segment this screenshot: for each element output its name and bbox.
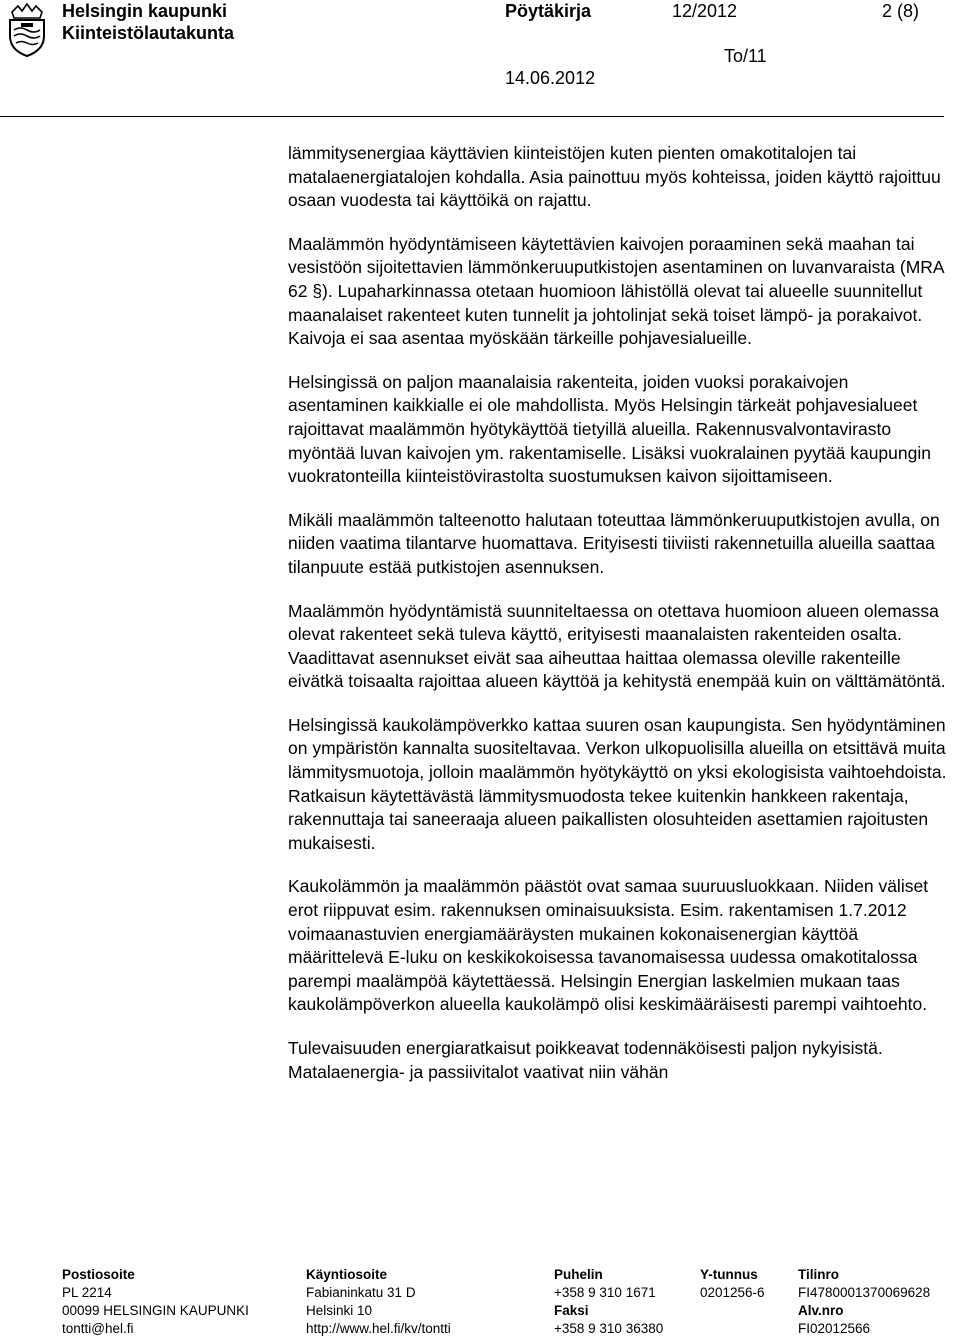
paragraph: Helsingissä on paljon maanalaisia rakenteita, joiden vuoksi porakaivojen asentaminen kaikkialle ei ole mahdollista. Myös Helsingin tärkeät pohjavesialueet rajoittavat maalämmön hyötykäyttöä tietyillä alueilla. Rakennusvalvontavirasto myöntää luvan kaivojen ym. rakentamiselle. Lisäksi vuokralainen pyytää kaupungin vuokratonteilla kiinteistövirastolta suostumuksen kaivon sijoittamiseen.: [288, 371, 931, 487]
document-type: Pöytäkirja: [505, 1, 592, 21]
committee-name: Kiinteistölautakunta: [62, 23, 235, 43]
paragraph: Helsingissä kaukolämpöverkko kattaa suuren osan kaupungista. Sen hyödyntäminen on ympäristön kannalta suositeltavaa. Verkon ulkopuolisilla alueilla on etsittävä muita lämmitysmuotoja, jolloin maalämmön hyötykäyttö on yksi ekologisista vaihtoehdoista. Ratkaisun käytettävästä lämmitysmuodosta tekee kuitenkin hankkeen rakentaja, rakennuttaja tai saneeraaja alueen paikallisten olosuhteiden asettamien rajoitusten mukaisesti.: [288, 714, 947, 853]
footer-value: +358 9 310 1671: [554, 1285, 656, 1300]
footer-value: FI02012566: [798, 1321, 871, 1336]
footer-label: Puhelin: [554, 1267, 603, 1282]
paragraph: Maalämmön hyödyntämiseen käytettävien kaivojen poraaminen sekä maahan tai vesistöön sijoitettavien lämmönkeruuputkistojen asentaminen on luvanvaraista (MRA 62 §). Lupaharkinnassa otetaan huomioon lähistöllä olevat tai alueelle suunnitellut maanalaiset rakenteet kuten tunnelit ja johtolinjat sekä toiset lämpö- ja porakaivot. Kaivoja ei saa asentaa myöskään tärkeille pohjavesialueille.: [288, 233, 944, 349]
meeting-date: 14.06.2012: [505, 68, 596, 88]
footer-label: Postiosoite: [62, 1267, 135, 1282]
paragraph: Tulevaisuuden energiaratkaisut poikkeavat todennäköisesti paljon nykyisistä. Matalaenergia- ja passiivitalot vaativat niin vähän: [288, 1038, 883, 1082]
footer-value: Fabianinkatu 31 D: [306, 1285, 416, 1300]
footer-website: http://www.hel.fi/kv/tontti: [306, 1321, 451, 1336]
footer-value: Helsinki 10: [306, 1303, 373, 1318]
footer-label: Käyntiosoite: [306, 1267, 388, 1282]
helsinki-crest-icon: [4, 2, 50, 58]
header-divider: [0, 116, 944, 117]
footer-phone: [554, 1266, 663, 1338]
footer-value: 00099 HELSINGIN KAUPUNKI: [62, 1303, 249, 1318]
footer-value: FI4780001370069628: [798, 1285, 931, 1300]
document-number: 12/2012: [672, 1, 738, 21]
paragraph: lämmitysenergiaa käyttävien kiinteistöjen kuten pienten omakotitalojen tai matalaenergiatalojen kohdalla. Asia painottuu myös kohteissa, joiden käyttö rajoittuu osaan vuodesta tai käyttöikä on rajattu.: [288, 143, 941, 211]
section-reference: To/11: [724, 46, 767, 66]
footer-postal-address: [62, 1266, 249, 1338]
footer-label: Tilinro: [798, 1267, 840, 1282]
footer-visiting-address: [306, 1266, 451, 1338]
footer-label: Alv.nro: [798, 1303, 844, 1318]
footer-business-id: [700, 1266, 765, 1302]
footer-value: 0201256-6: [700, 1285, 765, 1300]
paragraph: Mikäli maalämmön talteenotto halutaan toteuttaa lämmönkeruuputkistojen avulla, on niiden vaatima tilantarve huomattava. Erityisesti tiiviisti rakennetuilla alueilla saattaa tilanpuute estää putkistojen asennuksen.: [288, 509, 940, 577]
footer-label: Faksi: [554, 1303, 589, 1318]
organization-name: Helsingin kaupunki: [62, 1, 228, 21]
footer-value: PL 2214: [62, 1285, 112, 1300]
footer-account: [798, 1266, 930, 1338]
paragraph: Maalämmön hyödyntämistä suunniteltaessa on otettava huomioon alueen olemassa olevat rakenteet sekä tuleva käyttö, erityisesti maanalaisten rakenteiden osalta. Vaadittavat asennukset eivät saa aiheuttaa haittaa olemassa oleville rakenteille eivätkä toisaalta rajoittaa alueen käyttöä ja kehitystä enempää kuin on välttämätöntä.: [288, 600, 946, 692]
document-body: [288, 142, 948, 1104]
paragraph: Kaukolämmön ja maalämmön päästöt ovat samaa suuruusluokkaan. Niiden väliset erot riippuvat esim. rakennuksen ominaisuuksista. Esim. rakentamisen 1.7.2012 voimaanastuvien energiamääräysten mukainen kokonaisenergian käyttöä määrittelevä E-luku on keskikokoisessa tavanomaisessa uudessa omakotitalossa parempi maalämpöä käytettäessä. Helsingin Energian laskelmien mukaan taas kaukolämpöverkon alueella kaukolämpö olisi keskimääräisesti parempi vaihtoehto.: [288, 876, 929, 1015]
footer-email: tontti@hel.fi: [62, 1321, 134, 1336]
page-number: 2 (8): [882, 1, 920, 21]
footer-value: +358 9 310 36380: [554, 1321, 664, 1336]
footer-label: Y-tunnus: [700, 1267, 758, 1282]
